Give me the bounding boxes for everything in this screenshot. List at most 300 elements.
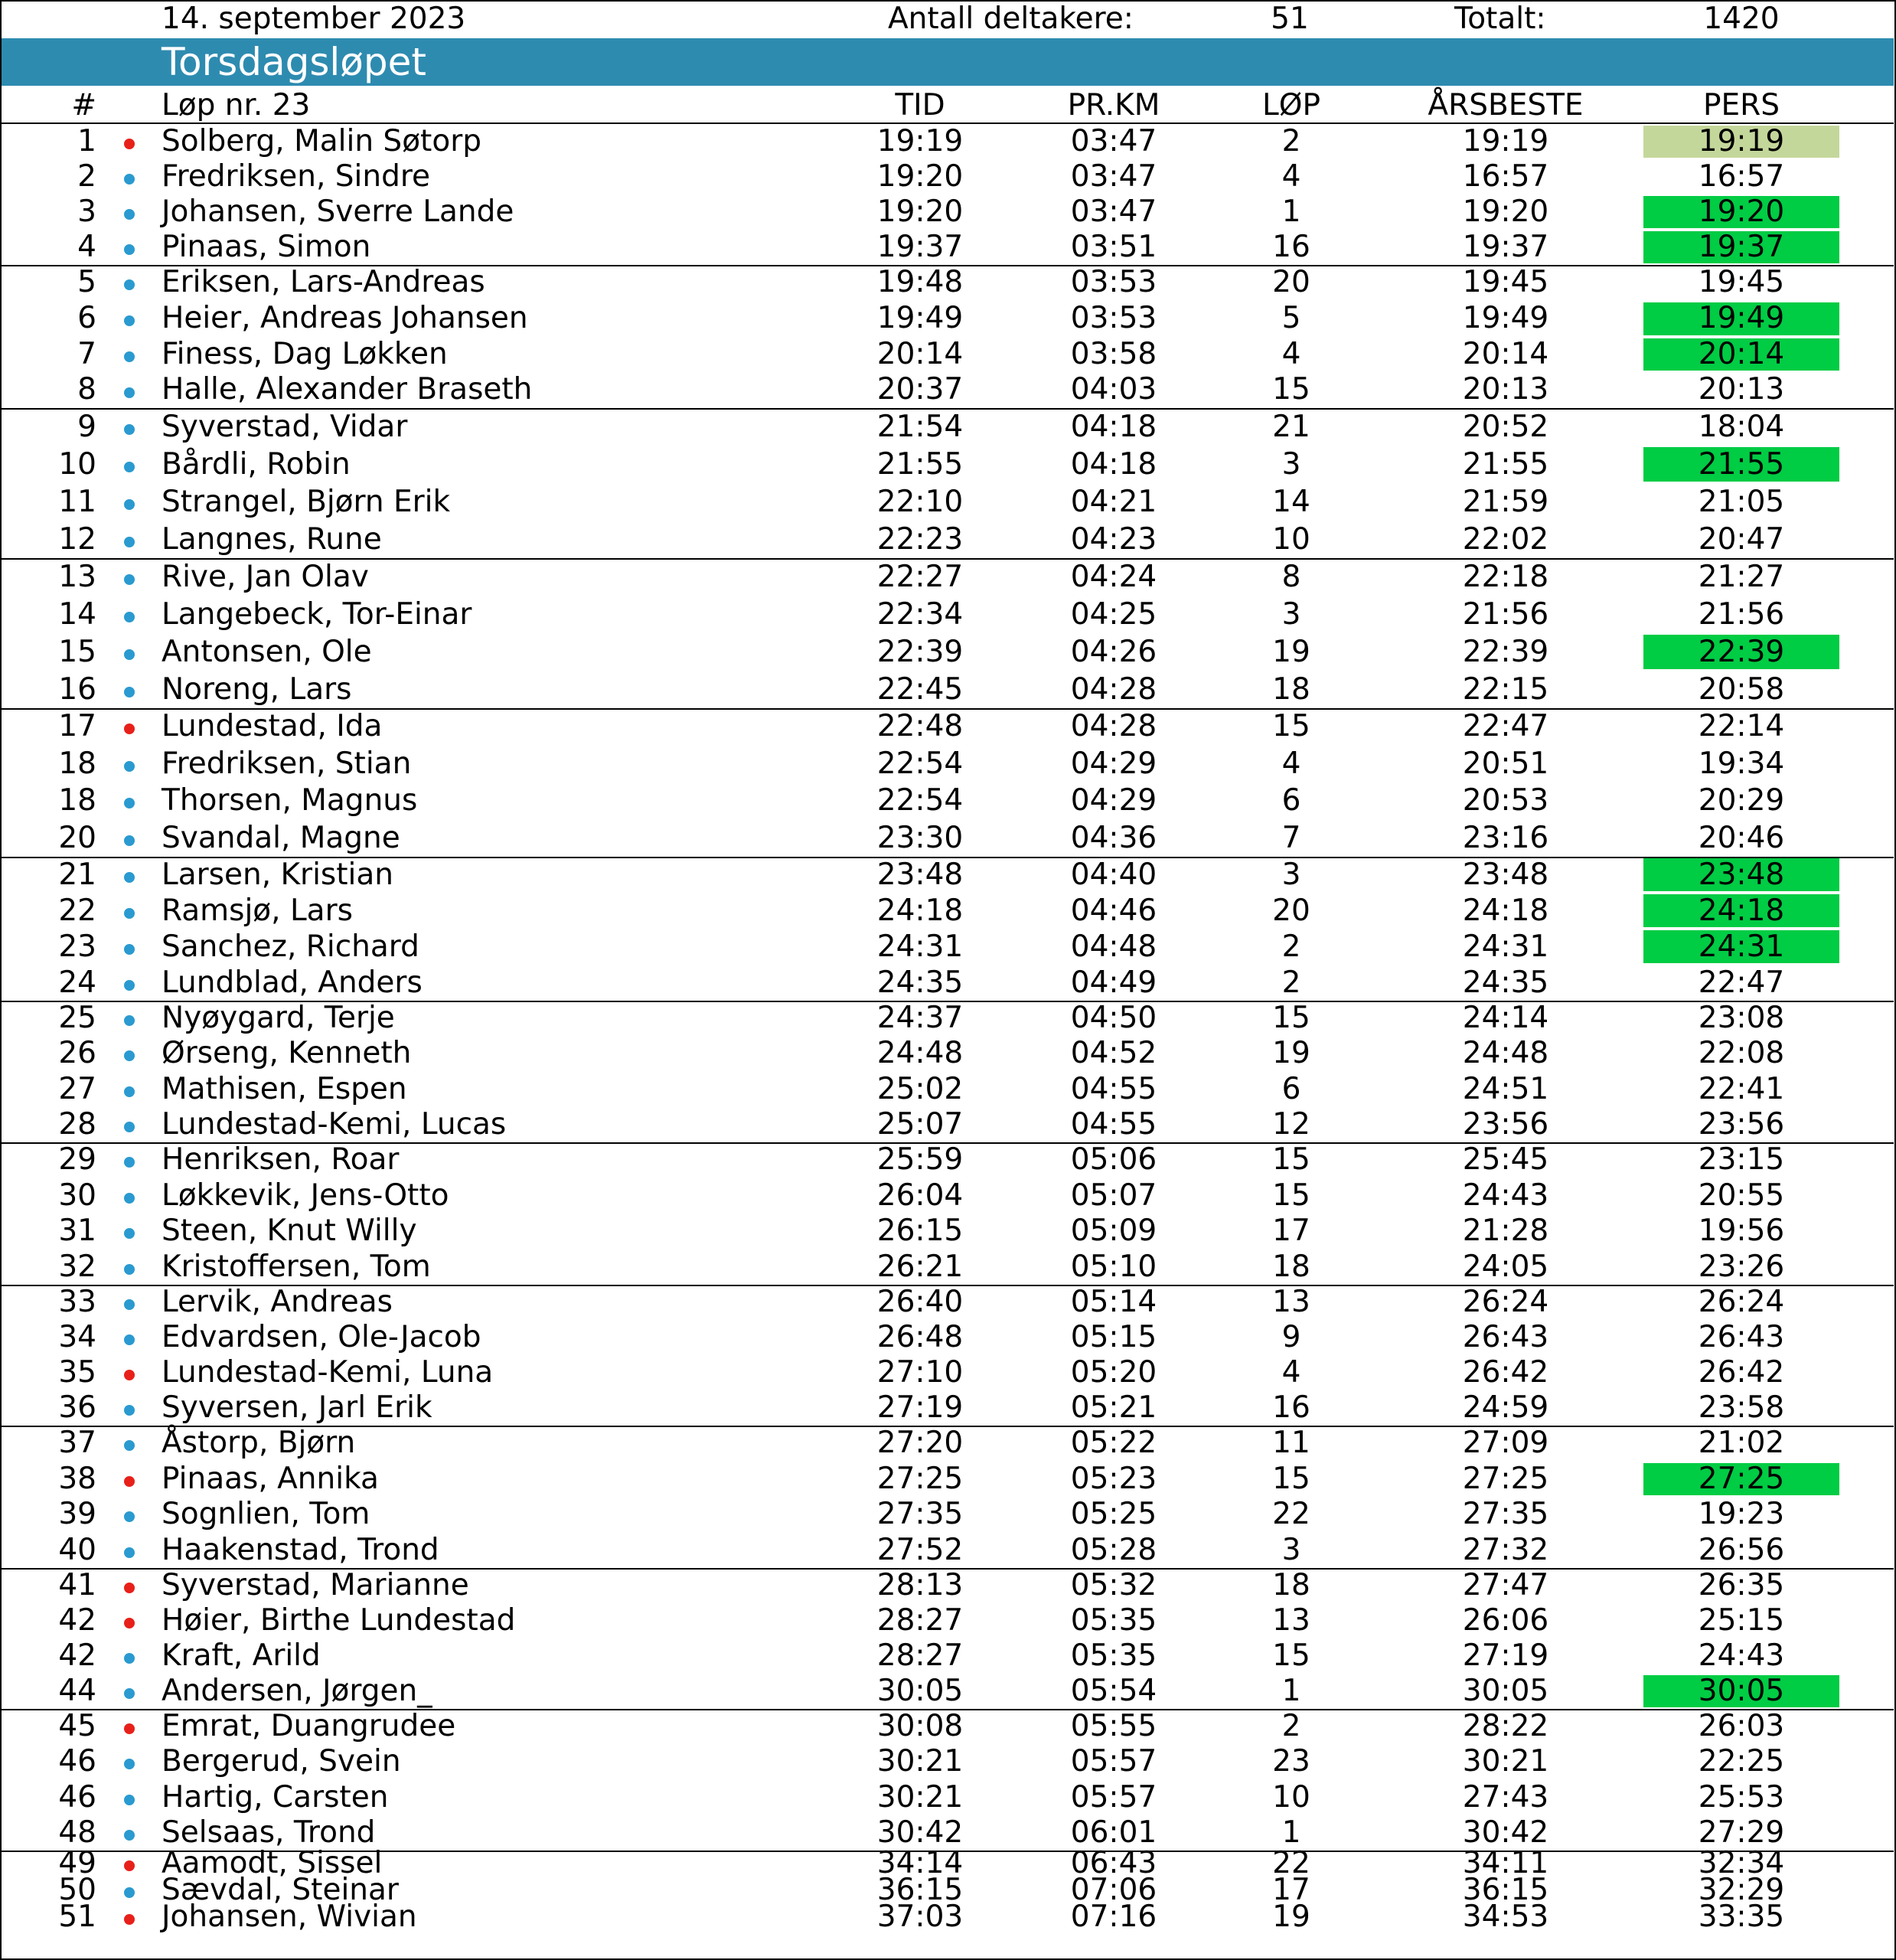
pace-cell: 04:18 bbox=[1070, 410, 1157, 444]
blue-dot-icon bbox=[124, 980, 135, 991]
table-row bbox=[2, 1462, 1894, 1498]
table-row bbox=[2, 965, 1894, 1001]
time-cell: 30:42 bbox=[876, 1815, 964, 1850]
personal-best-cell: 21:27 bbox=[1698, 560, 1785, 594]
gender-marker bbox=[116, 782, 142, 820]
time-cell: 22:23 bbox=[876, 522, 964, 557]
red-dot-icon bbox=[124, 1618, 135, 1628]
time-cell: 24:35 bbox=[876, 965, 964, 1000]
table-row bbox=[2, 1533, 1894, 1569]
year-best-cell: 25:45 bbox=[1462, 1142, 1549, 1177]
personal-best-cell: 20:47 bbox=[1698, 522, 1785, 557]
personal-best-cell: 23:26 bbox=[1698, 1249, 1785, 1284]
time-cell: 20:14 bbox=[876, 336, 964, 371]
race-count-cell: 7 bbox=[1281, 820, 1301, 855]
gender-marker bbox=[116, 337, 142, 373]
time-cell: 24:37 bbox=[876, 1001, 964, 1035]
red-dot-icon bbox=[124, 1370, 135, 1380]
personal-best-cell: 23:58 bbox=[1698, 1390, 1785, 1425]
blue-dot-icon bbox=[124, 1547, 135, 1558]
race-count-cell: 2 bbox=[1281, 1709, 1301, 1743]
race-count-cell: 15 bbox=[1272, 1142, 1310, 1177]
red-dot-icon bbox=[124, 1723, 135, 1734]
table-row bbox=[2, 1390, 1894, 1426]
gender-marker bbox=[116, 1426, 142, 1462]
table-row bbox=[2, 1709, 1894, 1744]
time-cell: 34:14 bbox=[876, 1846, 964, 1880]
rank-cell: 11 bbox=[58, 485, 96, 519]
personal-best-cell: 16:57 bbox=[1698, 159, 1785, 194]
time-cell: 28:27 bbox=[876, 1603, 964, 1638]
name-cell: Larsen, Kristian bbox=[162, 858, 393, 892]
year-best-cell: 23:56 bbox=[1462, 1106, 1549, 1142]
time-cell: 24:31 bbox=[876, 929, 964, 964]
rank-cell: 20 bbox=[58, 820, 96, 855]
blue-dot-icon bbox=[124, 798, 135, 808]
table-row bbox=[2, 820, 1894, 858]
time-cell: 21:55 bbox=[876, 447, 964, 482]
table-row bbox=[2, 1744, 1894, 1779]
personal-best-cell: 19:49 bbox=[1698, 300, 1785, 335]
blue-dot-icon bbox=[124, 1157, 135, 1168]
rank-cell: 41 bbox=[58, 1568, 96, 1602]
personal-best-cell: 24:18 bbox=[1698, 893, 1785, 928]
race-count-cell: 4 bbox=[1281, 159, 1301, 194]
name-cell: Høier, Birthe Lundestad bbox=[162, 1603, 516, 1638]
red-dot-icon bbox=[124, 1860, 135, 1871]
name-cell: Edvardsen, Ole-Jacob bbox=[162, 1320, 481, 1354]
pace-cell: 05:55 bbox=[1070, 1709, 1157, 1743]
rank-cell: 13 bbox=[58, 560, 96, 594]
gender-marker bbox=[116, 746, 142, 783]
rank-cell: 18 bbox=[58, 783, 96, 818]
time-cell: 19:19 bbox=[876, 124, 964, 158]
time-cell: 23:30 bbox=[876, 820, 964, 855]
year-best-cell: 21:59 bbox=[1462, 485, 1549, 519]
col-header-tid: TID bbox=[895, 88, 945, 122]
personal-best-cell: 20:58 bbox=[1698, 672, 1785, 707]
race-count-cell: 15 bbox=[1272, 1178, 1310, 1213]
name-cell: Noreng, Lars bbox=[162, 672, 352, 707]
gender-marker bbox=[116, 1320, 142, 1355]
personal-best-cell: 19:37 bbox=[1698, 230, 1785, 264]
year-best-cell: 22:02 bbox=[1462, 522, 1549, 557]
rank-cell: 16 bbox=[58, 672, 96, 707]
race-count-cell: 4 bbox=[1281, 336, 1301, 371]
pace-cell: 05:23 bbox=[1070, 1461, 1157, 1496]
personal-best-cell: 33:35 bbox=[1698, 1899, 1785, 1934]
participants-count: 51 bbox=[1271, 2, 1309, 36]
table-row bbox=[2, 337, 1894, 373]
rank-cell: 22 bbox=[58, 893, 96, 928]
name-cell: Selsaas, Trond bbox=[162, 1815, 376, 1850]
gender-marker bbox=[116, 1815, 142, 1851]
year-best-cell: 27:32 bbox=[1462, 1532, 1549, 1567]
rank-cell: 46 bbox=[58, 1744, 96, 1779]
gender-marker bbox=[116, 372, 142, 408]
personal-best-cell: 22:47 bbox=[1698, 965, 1785, 1000]
total-count: 1420 bbox=[1703, 2, 1780, 36]
col-header-aarsbeste: ÅRSBESTE bbox=[1428, 88, 1584, 122]
time-cell: 27:20 bbox=[876, 1426, 964, 1460]
year-best-cell: 22:39 bbox=[1462, 635, 1549, 669]
pace-cell: 04:26 bbox=[1070, 635, 1157, 669]
name-cell: Kristoffersen, Tom bbox=[162, 1249, 431, 1284]
table-row bbox=[2, 1603, 1894, 1638]
race-count-cell: 11 bbox=[1272, 1426, 1310, 1460]
rank-cell: 40 bbox=[58, 1532, 96, 1567]
pace-cell: 04:23 bbox=[1070, 522, 1157, 557]
pace-cell: 04:25 bbox=[1070, 597, 1157, 632]
year-best-cell: 24:18 bbox=[1462, 893, 1549, 928]
race-count-cell: 2 bbox=[1281, 124, 1301, 158]
year-best-cell: 30:05 bbox=[1462, 1674, 1549, 1708]
rank-cell: 21 bbox=[58, 858, 96, 892]
year-best-cell: 19:49 bbox=[1462, 300, 1549, 335]
gender-marker bbox=[116, 1904, 142, 1931]
col-header-prkm: PR.KM bbox=[1067, 88, 1160, 122]
gender-marker bbox=[116, 1533, 142, 1569]
table-row bbox=[2, 708, 1894, 746]
table-row bbox=[2, 230, 1894, 265]
rank-cell: 14 bbox=[58, 597, 96, 632]
race-count-cell: 15 bbox=[1272, 372, 1310, 407]
pace-cell: 03:47 bbox=[1070, 194, 1157, 229]
table-row bbox=[2, 596, 1894, 633]
blue-dot-icon bbox=[124, 537, 135, 547]
red-dot-icon bbox=[124, 1476, 135, 1487]
gender-marker bbox=[116, 1355, 142, 1390]
race-count-cell: 5 bbox=[1281, 300, 1301, 335]
rank-cell: 25 bbox=[58, 1001, 96, 1035]
personal-best-cell: 22:08 bbox=[1698, 1036, 1785, 1071]
name-cell: Heier, Andreas Johansen bbox=[162, 300, 528, 335]
year-best-cell: 24:05 bbox=[1462, 1249, 1549, 1284]
pace-cell: 05:28 bbox=[1070, 1532, 1157, 1567]
personal-best-cell: 20:55 bbox=[1698, 1178, 1785, 1213]
col-header-lop: LØP bbox=[1262, 88, 1320, 122]
race-count-cell: 20 bbox=[1272, 893, 1310, 928]
year-best-cell: 27:47 bbox=[1462, 1568, 1549, 1602]
year-best-cell: 27:25 bbox=[1462, 1461, 1549, 1496]
table-row bbox=[2, 1497, 1894, 1533]
gender-marker bbox=[116, 1568, 142, 1603]
pace-cell: 04:40 bbox=[1070, 858, 1157, 892]
rank-cell: 46 bbox=[58, 1779, 96, 1815]
gender-marker bbox=[116, 1497, 142, 1533]
time-cell: 22:34 bbox=[876, 597, 964, 632]
race-count-cell: 14 bbox=[1272, 485, 1310, 519]
rank-cell: 10 bbox=[58, 447, 96, 482]
year-best-cell: 24:43 bbox=[1462, 1178, 1549, 1213]
pace-cell: 06:01 bbox=[1070, 1815, 1157, 1850]
gender-marker bbox=[116, 1250, 142, 1285]
time-cell: 22:45 bbox=[876, 672, 964, 707]
time-cell: 37:03 bbox=[876, 1899, 964, 1934]
pace-cell: 03:51 bbox=[1070, 230, 1157, 264]
rank-cell: 42 bbox=[58, 1638, 96, 1673]
blue-dot-icon bbox=[124, 1759, 135, 1769]
year-best-cell: 28:22 bbox=[1462, 1709, 1549, 1743]
rank-cell: 34 bbox=[58, 1320, 96, 1354]
time-cell: 23:48 bbox=[876, 858, 964, 892]
name-cell: Bårdli, Robin bbox=[162, 447, 351, 482]
gender-marker bbox=[116, 929, 142, 965]
name-cell: Sanchez, Richard bbox=[162, 929, 419, 964]
personal-best-cell: 25:15 bbox=[1698, 1603, 1785, 1638]
year-best-cell: 19:20 bbox=[1462, 194, 1549, 229]
blue-dot-icon bbox=[124, 244, 135, 255]
table-row bbox=[2, 1107, 1894, 1142]
gender-marker bbox=[116, 1107, 142, 1142]
time-cell: 20:37 bbox=[876, 372, 964, 407]
personal-best-cell: 19:45 bbox=[1698, 265, 1785, 299]
year-best-cell: 21:55 bbox=[1462, 447, 1549, 482]
rank-cell: 2 bbox=[77, 159, 96, 194]
gender-marker bbox=[116, 1178, 142, 1214]
pace-cell: 04:24 bbox=[1070, 560, 1157, 594]
name-cell: Syverstad, Marianne bbox=[162, 1568, 469, 1602]
race-count-cell: 4 bbox=[1281, 746, 1301, 781]
name-cell: Lundestad-Kemi, Lucas bbox=[162, 1106, 507, 1142]
gender-marker bbox=[116, 1285, 142, 1320]
race-count-cell: 1 bbox=[1281, 1815, 1301, 1850]
rank-cell: 23 bbox=[58, 929, 96, 964]
blue-dot-icon bbox=[124, 1086, 135, 1097]
blue-dot-icon bbox=[124, 761, 135, 772]
race-count-cell: 13 bbox=[1272, 1603, 1310, 1638]
rank-cell: 39 bbox=[58, 1497, 96, 1531]
pace-cell: 05:15 bbox=[1070, 1320, 1157, 1354]
red-dot-icon bbox=[124, 1914, 135, 1925]
time-cell: 27:25 bbox=[876, 1461, 964, 1496]
table-row bbox=[2, 857, 1894, 893]
personal-best-cell: 19:56 bbox=[1698, 1214, 1785, 1248]
blue-dot-icon bbox=[124, 499, 135, 510]
year-best-cell: 26:06 bbox=[1462, 1603, 1549, 1638]
blue-dot-icon bbox=[124, 1440, 135, 1451]
name-cell: Pinaas, Simon bbox=[162, 230, 371, 264]
race-count-cell: 15 bbox=[1272, 1461, 1310, 1496]
gender-marker bbox=[116, 301, 142, 337]
table-row bbox=[2, 558, 1894, 596]
personal-best-cell: 23:08 bbox=[1698, 1001, 1785, 1035]
rank-cell: 35 bbox=[58, 1355, 96, 1390]
table-header bbox=[2, 86, 1894, 122]
personal-best-cell: 20:29 bbox=[1698, 783, 1785, 818]
name-cell: Fredriksen, Sindre bbox=[162, 159, 431, 194]
gender-marker bbox=[116, 1709, 142, 1744]
race-count-cell: 19 bbox=[1272, 1899, 1310, 1934]
year-best-cell: 20:53 bbox=[1462, 783, 1549, 818]
gender-marker bbox=[116, 1877, 142, 1904]
time-cell: 28:13 bbox=[876, 1568, 964, 1602]
race-count-cell: 19 bbox=[1272, 635, 1310, 669]
name-cell: Lervik, Andreas bbox=[162, 1285, 393, 1319]
race-count-cell: 3 bbox=[1281, 447, 1301, 482]
name-cell: Syverstad, Vidar bbox=[162, 410, 408, 444]
blue-dot-icon bbox=[124, 351, 135, 362]
name-cell: Syversen, Jarl Erik bbox=[162, 1390, 432, 1425]
pace-cell: 06:43 bbox=[1070, 1846, 1157, 1880]
name-cell: Pinaas, Annika bbox=[162, 1461, 379, 1496]
table-row bbox=[2, 782, 1894, 820]
blue-dot-icon bbox=[124, 687, 135, 697]
time-cell: 27:19 bbox=[876, 1390, 964, 1425]
table-row bbox=[2, 483, 1894, 521]
race-count-cell: 15 bbox=[1272, 1638, 1310, 1673]
rank-cell: 18 bbox=[58, 746, 96, 781]
red-dot-icon bbox=[124, 1583, 135, 1593]
time-cell: 19:20 bbox=[876, 194, 964, 229]
total-label: Totalt: bbox=[1454, 2, 1546, 36]
table-row bbox=[2, 1214, 1894, 1250]
blue-dot-icon bbox=[124, 1405, 135, 1416]
year-best-cell: 24:31 bbox=[1462, 929, 1549, 964]
rank-cell: 6 bbox=[77, 300, 96, 335]
pace-cell: 05:21 bbox=[1070, 1390, 1157, 1425]
blue-dot-icon bbox=[124, 872, 135, 883]
rank-cell: 28 bbox=[58, 1106, 96, 1142]
red-dot-icon bbox=[124, 724, 135, 734]
personal-best-cell: 19:20 bbox=[1698, 194, 1785, 229]
blue-dot-icon bbox=[124, 1122, 135, 1132]
rank-cell: 24 bbox=[58, 965, 96, 1000]
personal-best-cell: 21:56 bbox=[1698, 597, 1785, 632]
time-cell: 22:10 bbox=[876, 485, 964, 519]
table-row bbox=[2, 372, 1894, 408]
rank-cell: 38 bbox=[58, 1461, 96, 1496]
blue-dot-icon bbox=[124, 649, 135, 660]
name-cell: Mathisen, Espen bbox=[162, 1071, 407, 1106]
name-cell: Bergerud, Svein bbox=[162, 1744, 401, 1779]
race-count-cell: 15 bbox=[1272, 709, 1310, 743]
pace-cell: 04:18 bbox=[1070, 447, 1157, 482]
table-row bbox=[2, 671, 1894, 708]
gender-marker bbox=[116, 265, 142, 301]
pace-cell: 04:29 bbox=[1070, 783, 1157, 818]
personal-best-cell: 22:39 bbox=[1698, 635, 1785, 669]
race-count-cell: 1 bbox=[1281, 194, 1301, 229]
gender-marker bbox=[116, 558, 142, 596]
pace-cell: 05:35 bbox=[1070, 1638, 1157, 1673]
pace-cell: 05:54 bbox=[1070, 1674, 1157, 1708]
time-cell: 25:02 bbox=[876, 1071, 964, 1106]
table-row bbox=[2, 159, 1894, 194]
year-best-cell: 34:11 bbox=[1462, 1846, 1549, 1880]
gender-marker bbox=[116, 1851, 142, 1877]
pace-cell: 04:28 bbox=[1070, 709, 1157, 743]
time-cell: 30:08 bbox=[876, 1709, 964, 1743]
personal-best-cell: 26:35 bbox=[1698, 1568, 1785, 1602]
personal-best-cell: 19:23 bbox=[1698, 1497, 1785, 1531]
table-row bbox=[2, 746, 1894, 783]
blue-dot-icon bbox=[124, 1688, 135, 1699]
name-cell: Langebeck, Tor-Einar bbox=[162, 597, 472, 632]
race-count-cell: 19 bbox=[1272, 1036, 1310, 1071]
personal-best-cell: 19:34 bbox=[1698, 746, 1785, 781]
time-cell: 19:20 bbox=[876, 159, 964, 194]
rank-cell: 33 bbox=[58, 1285, 96, 1319]
personal-best-cell: 23:56 bbox=[1698, 1106, 1785, 1142]
year-best-cell: 26:42 bbox=[1462, 1355, 1549, 1390]
name-cell: Solberg, Malin Søtorp bbox=[162, 124, 481, 158]
race-count-cell: 18 bbox=[1272, 1249, 1310, 1284]
blue-dot-icon bbox=[124, 612, 135, 622]
year-best-cell: 20:13 bbox=[1462, 372, 1549, 407]
pace-cell: 04:29 bbox=[1070, 746, 1157, 781]
time-cell: 26:48 bbox=[876, 1320, 964, 1354]
gender-marker bbox=[116, 1214, 142, 1250]
pace-cell: 04:36 bbox=[1070, 820, 1157, 855]
col-header-race: Løp nr. 23 bbox=[162, 88, 311, 122]
year-best-cell: 24:14 bbox=[1462, 1001, 1549, 1035]
gender-marker bbox=[116, 1001, 142, 1036]
pace-cell: 03:47 bbox=[1070, 159, 1157, 194]
race-count-cell: 9 bbox=[1281, 1320, 1301, 1354]
race-count-cell: 8 bbox=[1281, 560, 1301, 594]
year-best-cell: 24:59 bbox=[1462, 1390, 1549, 1425]
time-cell: 25:59 bbox=[876, 1142, 964, 1177]
gender-marker bbox=[116, 1036, 142, 1071]
name-cell: Svandal, Magne bbox=[162, 820, 400, 855]
rank-cell: 36 bbox=[58, 1390, 96, 1425]
rank-cell: 31 bbox=[58, 1214, 96, 1248]
gender-marker bbox=[116, 446, 142, 483]
race-count-cell: 16 bbox=[1272, 1390, 1310, 1425]
blue-dot-icon bbox=[124, 574, 135, 585]
year-best-cell: 21:28 bbox=[1462, 1214, 1549, 1248]
year-best-cell: 24:51 bbox=[1462, 1071, 1549, 1106]
race-count-cell: 10 bbox=[1272, 1779, 1310, 1815]
rank-cell: 42 bbox=[58, 1603, 96, 1638]
gender-marker bbox=[116, 633, 142, 671]
page-title: Torsdagsløpet bbox=[162, 40, 426, 84]
race-count-cell: 3 bbox=[1281, 1532, 1301, 1567]
name-cell: Lundestad, Ida bbox=[162, 709, 383, 743]
pace-cell: 04:46 bbox=[1070, 893, 1157, 928]
name-cell: Strangel, Bjørn Erik bbox=[162, 485, 451, 519]
personal-best-cell: 32:34 bbox=[1698, 1846, 1785, 1880]
rank-cell: 51 bbox=[58, 1899, 96, 1934]
blue-dot-icon bbox=[124, 835, 135, 846]
personal-best-cell: 20:46 bbox=[1698, 820, 1785, 855]
time-cell: 30:21 bbox=[876, 1779, 964, 1815]
gender-marker bbox=[116, 893, 142, 929]
personal-best-cell: 30:05 bbox=[1698, 1674, 1785, 1708]
race-count-cell: 3 bbox=[1281, 858, 1301, 892]
personal-best-cell: 21:02 bbox=[1698, 1426, 1785, 1460]
personal-best-cell: 19:19 bbox=[1698, 124, 1785, 158]
blue-dot-icon bbox=[124, 1653, 135, 1664]
personal-best-cell: 22:25 bbox=[1698, 1744, 1785, 1779]
table-row bbox=[2, 893, 1894, 929]
gender-marker bbox=[116, 596, 142, 633]
personal-best-cell: 26:43 bbox=[1698, 1320, 1785, 1354]
table-row bbox=[2, 1899, 1894, 1934]
year-best-cell: 27:09 bbox=[1462, 1426, 1549, 1460]
table-row bbox=[2, 1142, 1894, 1178]
year-best-cell: 22:15 bbox=[1462, 672, 1549, 707]
gender-marker bbox=[116, 1674, 142, 1709]
year-best-cell: 36:15 bbox=[1462, 1872, 1549, 1907]
time-cell: 30:21 bbox=[876, 1744, 964, 1779]
time-cell: 22:54 bbox=[876, 746, 964, 781]
time-cell: 19:37 bbox=[876, 230, 964, 264]
red-dot-icon bbox=[124, 139, 135, 149]
blue-dot-icon bbox=[124, 279, 135, 290]
name-cell: Sognlien, Tom bbox=[162, 1497, 370, 1531]
